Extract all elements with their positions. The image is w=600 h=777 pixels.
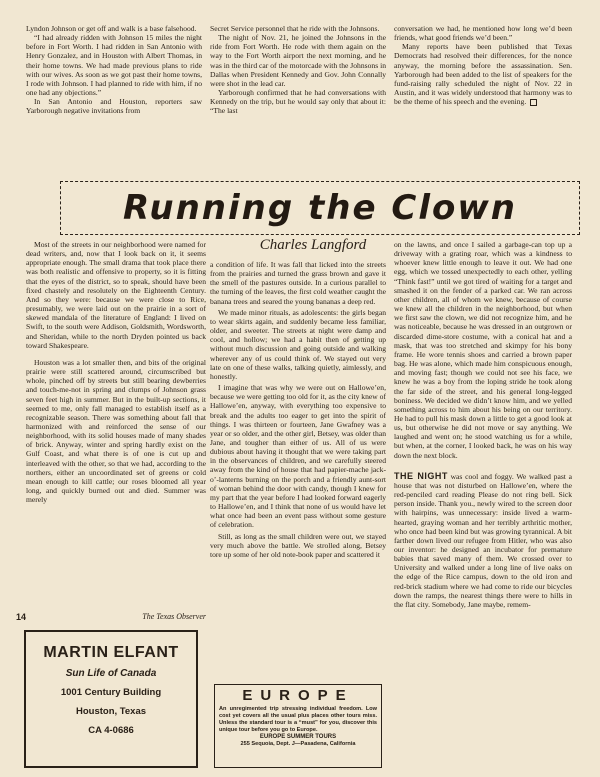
article-title-box [60, 181, 580, 235]
ad-tours-name: EUROPE SUMMER TOURS [259, 734, 337, 740]
paragraph: conversation we had, he mentioned how long we’d been friends, what good friends we’d been.” [394, 24, 572, 43]
paragraph: “I had already ridden with Johnson 15 miles the night before in Fort Worth. I had ridden in San Antonio with Henry Gonzalez, and in Houston with Albert Thomas, in their home towns. We had made previous plans to ride with our wives. As soon as we got past their home towns, I rode with Johnson. I had planned to ride with him, if no one had any objections.” [26, 33, 202, 98]
paragraph: Most of the streets in our neighborhood were named for dead writers, and, now that I look back on it, it seems appropriate enough. The small drama that took place there was both realistic and offensive to property, so it is fitting that the eyes of the district, so to speak, should have been fixed chastely and resolutely on the Eighteenth Century. And so they were: because we were close to Rice, presumably, we were laid out on the prairie in a sort of skewed mandala of the literature of England: I lived on Swift, to the south were Addison, Goldsmith, Wordsworth, and Sheridan, while to the north Dryden pointed us back toward Shakespeare. [26, 240, 206, 350]
ad-headline: EUROPE [242, 687, 354, 704]
article-column-1 [26, 240, 206, 610]
advertisement-martin-elfant [24, 630, 198, 768]
paragraph: on the lawns, and once I sailed a garbage-can top up a driveway with a grating roar, which was a kindness to whoever knew little enough to leave it out. We had one egg, which we tossed unexpectedly to each other, yelling “Think fast!” until we got tired of waiting for a target and smashed it on the fender of a parked car. We ran across other children, all of whom we knew, because of course we knew all the children in the neighborhood, but when we first saw the clown, we did not recognize him, and he was noticeable, because he was dressed in an outgrown or discarded dime-store costume, with a conical hat and a mask, that was too stretched and skimpy for his bony frame. He wore tennis shoes and carried a brown paper bag. He was alone, which made him conspicuous enough, and moving fast; though we could not see his face, we knew he was a boy from the loping stride he took along the far side of the street, and his general long-legged boniness. We decided we didn’t know him, and we yelled something across to him about his being on our territory. He had to pull his mask down a little to get a good look at us, but otherwise he did not move or say anything. We laughed and went on; he stood watching us for a while, but when, at the corner, I looked back, he was on his way down the next block. [394, 240, 572, 460]
ad-city: Houston, Texas [75, 706, 147, 717]
ad-company: Sun Life of Canada [65, 668, 157, 679]
paragraph: The night of Nov. 21, he joined the Johnsons in the ride from Fort Worth. He rode with them again on the way to the Fort Worth airport the next morning, and he was in the third car of the motorcade with the Johnsons in Dallas when President Kennedy and Gov. John Connally were shot in the lead car. [210, 33, 386, 88]
top-column-1 [26, 24, 202, 174]
author-byline: Charles Langford [259, 237, 367, 253]
top-column-3 [394, 24, 572, 174]
paragraph: Yarborough confirmed that he had conversations with Kennedy on the trip, but he would say only that about it: “The last [210, 88, 386, 116]
paragraph: We made minor rituals, as adolescents: the girls began to wear skirts again, and suddenly became less familiar, older, and sweeter. The streets at night were damp and cool, and hollow; we had a habit then of getting up without much discussion and going outside and walking wherever any of us could think of. We stayed out very late on one of these walks, talking quietly, aimlessly, and honestly. [210, 307, 386, 381]
ad-address: 255 Sequoia, Dept. J—Pasadena, California [240, 741, 356, 747]
paragraph: Houston was a lot smaller then, and bits of the original prairie were still scattered around, circumscribed but whole, pinched off by streets but still bearing dewberries and touch-me-not in spring and clumps of Johnson grass seven feet high in summer. But in the built-up sections, it seemed to me, only fall managed to establish itself as a recognizable season. There was something about fall that harmonized with and reinforced the sense of our neighborhood, with its solid houses made of many shades of brick. Anyway, winter and spring hardly exist on the Gulf Coast, and what there is of one is cut up and interleaved with the other, so that we had, according to the northers, either an uncoordinated set of greens or cold mean enough to kill cattle; our roses bloomed all year long, and quickly burned out and died. Summer was merely [26, 357, 206, 505]
paragraph: Secret Service personnel that he ride with the Johnsons. [210, 24, 380, 33]
section-lead-in: THE NIGHT [394, 470, 448, 481]
paragraph: Still, as long as the small children were out, we stayed very much above the battle. We strolled along, Betsey tore up some of her old note-book paper and scattered it [210, 531, 386, 559]
ad-name: MARTIN ELFANT [43, 644, 179, 661]
paragraph: Lyndon Johnson or get off and walk is a base falsehood. [26, 24, 197, 33]
paragraph-text: was cool and foggy. We walked past a house that was not disturbed on Hallowe’en, where the red-penciled card reading Please do not ring bell. Sick person inside. Thank you., newly wired to the screen door with hairpins, was unnecessary: inside lived a warm-hearted, graying woman and her terribly arthritic mother, who once had been kind but was growing tyrannical. A bit farther down lived our refugee from Hitler, who was also our inventor: he designed an incubator for premature babies that saved many of them. We crossed over to University and walked under a long line of live oaks on the edge of the Rice campus, down to the old iron and red-brick stadium where we had come to ride our bicycles down the ramps, the nearest things there were to hills in the flat city. Somebody, Jane maybe, remem- [394, 471, 572, 609]
article-column-3 [394, 240, 572, 770]
page-number: 14 [16, 612, 27, 622]
end-of-article-mark [530, 99, 537, 106]
paragraph [394, 472, 572, 609]
paragraph: In San Antonio and Houston, reporters saw Yarborough negative invitations from [26, 97, 202, 116]
ad-body: An unregimented trip stressing individual freedom. Low cost yet covers all the usual plus places other tours miss. Unless the standard tour is a “must” for you, discover this unique tour before you go to Europe. [219, 706, 377, 733]
publication-name: The Texas Observer [142, 612, 206, 621]
paragraph: a condition of life. It was fall that licked into the streets from the prairies and turned the grass brown and gave it the smell of the pastures outside. In a curious parallel to the turning of the leaves, the first cold weather caught the banana trees and seared the young bananas a deep red. [210, 260, 386, 306]
paragraph [394, 42, 572, 106]
paragraph: I imagine that was why we were out on Hallowe’en, because we were getting too old for it, as the city knew of Hallowe’en, anyway, with everything too expensive to break and the adults too eager to get into the spirit of things. I was thirteen or fourteen, Jane Gwafney was a year or so older, and the other girl, Betsey, was older than Jane, and tougher than either of us. All of us were dubious about having it thought that we were taking part in the observances of children, and we carefully steered away from the kind of house that had papier-mache jack-o’-lanterns burning on the porch and a friendly aunt-sort of woman behind the door with candy, though I knew for my part that the year before I had looked forward eagerly to Hallowe’en, and I think that none of us would have let what once had been an event pass without some gesture of celebration. [210, 383, 386, 530]
top-column-2 [210, 24, 386, 174]
ad-phone: CA 4-0686 [88, 725, 134, 736]
paragraph-text: Many reports have been published that Texas Democrats had resolved their differences, for the nonce anyway, the morning before the assassination. Sen. Yarborough had been added to the list of speakers for the fund-raising rally scheduled the night of Nov. 22 in Austin, and it was widely understood that harmony was to be the theme of his speech and the evening. [394, 42, 572, 107]
article-title: Running the Clown [123, 188, 517, 228]
advertisement-europe [214, 684, 382, 768]
article-column-2 [210, 260, 386, 680]
ad-building: 1001 Century Building [60, 687, 162, 698]
